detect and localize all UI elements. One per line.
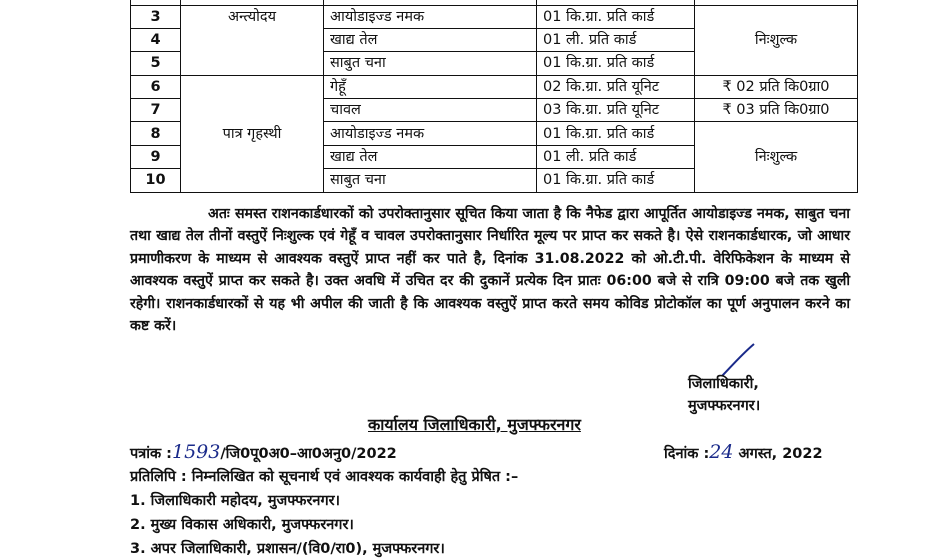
- price-free: निःशुल्क: [695, 5, 858, 75]
- date-day-handwritten: 24: [709, 441, 734, 463]
- category-antyodaya: अन्त्योदय: [181, 5, 324, 75]
- recipient-item: 2. मुख्य विकास अधिकारी, मुजफ्फरनगर।: [130, 517, 354, 533]
- date-line: [664, 441, 823, 463]
- item-quantity: 02 कि.ग्रा. प्रति यूनिट: [537, 75, 695, 98]
- date-rest: अगस्त, 2022: [738, 446, 823, 462]
- ration-table: [130, 0, 858, 193]
- recipient-item: 3. अपर जिलाधिकारी, प्रशासन/(वि0/रा0), मुजफ्फरनगर।: [130, 541, 445, 557]
- item-name: आयोडाइज्ड नमक: [324, 122, 537, 145]
- item-quantity: 01 कि.ग्रा. प्रति कार्ड: [537, 122, 695, 145]
- item-price: ₹ 03 प्रति कि0ग्रा0: [695, 99, 858, 122]
- item-price: ₹ 02 प्रति कि0ग्रा0: [695, 75, 858, 98]
- reference-suffix: /जि0पू0अ0–आ0अनु0/2022: [220, 446, 397, 462]
- item-name: साबुत चना: [324, 169, 537, 192]
- reference-number-handwritten: 1593: [171, 441, 221, 463]
- item-quantity: 01 कि.ग्रा. प्रति कार्ड: [537, 169, 695, 192]
- date-label: दिनांक :: [664, 446, 710, 462]
- item-quantity: 01 कि.ग्रा. प्रति कार्ड: [537, 52, 695, 75]
- serial-number: 7: [131, 99, 181, 122]
- item-name: आयोडाइज्ड नमक: [324, 5, 537, 28]
- item-quantity: 01 कि.ग्रा. प्रति कार्ड: [537, 5, 695, 28]
- item-name: खाद्य तेल: [324, 145, 537, 168]
- signature-title: जिलाधिकारी,: [688, 376, 759, 392]
- serial-number: 9: [131, 145, 181, 168]
- office-title: कार्यालय जिलाधिकारी, मुजफ्फरनगर: [368, 415, 581, 434]
- serial-number: 6: [131, 75, 181, 98]
- item-name: साबुत चना: [324, 52, 537, 75]
- table-row: [131, 75, 858, 98]
- item-quantity: 01 ली. प्रति कार्ड: [537, 28, 695, 51]
- table-row: [131, 5, 858, 28]
- category-patra-grihasthi: पात्र गृहस्थी: [181, 75, 324, 192]
- serial-number: 3: [131, 5, 181, 28]
- signature-place: मुजफ्फरनगर।: [688, 398, 761, 414]
- item-name: गेहूँ: [324, 75, 537, 98]
- notice-paragraph: [130, 203, 850, 337]
- recipient-item: 1. जिलाधिकारी महोदय, मुजफ्फरनगर।: [130, 493, 341, 509]
- serial-number: 4: [131, 28, 181, 51]
- price-free: निःशुल्क: [695, 122, 858, 192]
- item-quantity: 01 ली. प्रति कार्ड: [537, 145, 695, 168]
- serial-number: 10: [131, 169, 181, 192]
- item-name: चावल: [324, 99, 537, 122]
- serial-number: 8: [131, 122, 181, 145]
- serial-number: 5: [131, 52, 181, 75]
- paragraph-text: अतः समस्त राशनकार्डधारकों को उपरोक्तानुसार सूचित किया जाता है कि नैफेड द्वारा आपूर्तित आयोडाइज्ड नमक, साबुत चना तथा खाद्य तेल तीनों वस्तुऐं निःशुल्क एवं गेहूँ व चावल उपरोक्तानुसार निर्धारित मूल्य पर प्राप्त कर सकते है। ऐसे राशनकार्डधारक, जो आधार प्रमाणीकरण के माध्यम से आवश्यक वस्तुऐं प्राप्त नहीं कर पाते है, दिनांक 31.08.2022 को ओ.टी.पी. वेरिफिकेशन के माध्यम से आवश्यक वस्तुऐं प्राप्त कर सकते है। उक्त अवधि में उचित दर की दुकानें प्रत्येक दिन प्रातः 06:00 बजे से रात्रि 09:00 बजे तक खुली रहेगी। राशनकार्डधारकों से यह भी अपील की जाती है कि आवश्यक वस्तुऐं प्राप्त करते समय कोविड प्रोटोकॉल का पूर्ण अनुपालन करने का कष्ट करें।: [130, 206, 850, 335]
- reference-line: [130, 441, 397, 463]
- item-quantity: 03 कि.ग्रा. प्रति यूनिट: [537, 99, 695, 122]
- item-name: खाद्य तेल: [324, 28, 537, 51]
- copy-to-line: प्रतिलिपि : निम्नलिखित को सूचनार्थ एवं आवश्यक कार्यवाही हेतु प्रेषित :–: [130, 469, 519, 485]
- reference-label: पत्रांक :: [130, 446, 172, 462]
